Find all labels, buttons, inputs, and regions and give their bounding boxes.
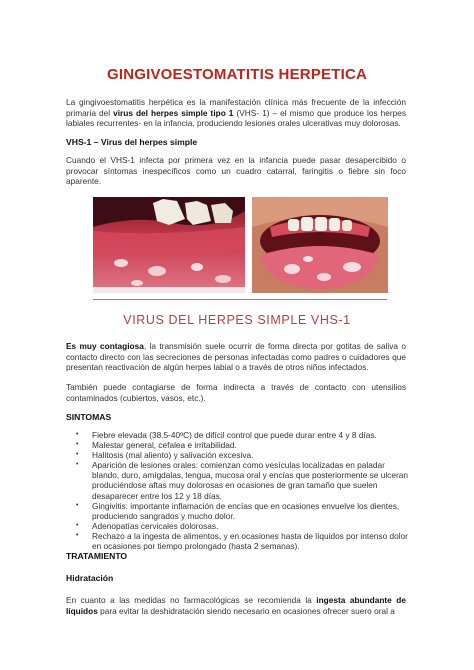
bullet-icon: •	[76, 461, 79, 469]
hidratacion-paragraph	[66, 595, 406, 616]
hidratacion-heading: Hidratación	[66, 573, 114, 583]
bullet-icon: •	[76, 521, 79, 529]
list-item: • Adenopatías cervicales dolorosas.	[76, 520, 219, 531]
hidratacion-text-1: En cuanto a las medidas no farmacológicas se recomienda la	[66, 595, 317, 605]
list-item: • Halitosis (mal aliento) y salivación excesiva.	[76, 450, 254, 461]
tratamiento-heading: TRATAMIENTO	[66, 551, 128, 561]
virus-banner-text: VIRUS DEL HERPES SIMPLE VHS-1	[123, 313, 351, 327]
document-title: GINGIVOESTOMATITIS HERPETICA	[106, 66, 368, 83]
bullet-icon: •	[76, 531, 79, 539]
bullet-icon: •	[76, 451, 79, 459]
contagion-paragraph	[66, 341, 406, 373]
sintomas-list	[66, 430, 412, 551]
intro-text-2: (VHS- 1) – el mismo que produce los herpes labiales recurrentes- en la infancia, produciendo lesiones orales ulcerativas muy dolorosas.	[66, 107, 406, 129]
gum-lesions-photo	[93, 197, 245, 293]
bullet-icon: •	[76, 501, 79, 509]
hidratacion-text-2: para evitar la deshidratación siendo necesario en ocasiones ofrecer suero oral a	[97, 605, 395, 616]
banner-divider	[93, 299, 387, 300]
sintomas-heading: SINTOMAS	[66, 412, 112, 422]
intro-paragraph	[66, 97, 406, 129]
child-mouth-photo	[252, 197, 388, 293]
list-item: • Rechazo a la ingesta de alimentos, y en ocasiones hasta de líquidos por intenso dolor en ocasiones por tiempo prolongado (hasta 2 semanas).	[76, 530, 408, 552]
list-item: • Gingivitis: importante inflamación de encías que en ocasiones envuelve los dientes, produciendo sangrados y mucho dolor.	[76, 500, 400, 521]
contagion-bold: Es muy contagiosa	[66, 341, 144, 351]
contagion-text: , la transmisión suele ocurrir de forma directa por gotitas de saliva o contacto directo con las secreciones de personas infectadas como padres o cuidadores que presentan reactivación de algún herpes labial o a través de otros niños infectados.	[66, 341, 406, 373]
bullet-icon: •	[76, 441, 79, 449]
list-item: • Fiebre elevada (38.5-40ºC) de difícil control que puede durar entre 4 y 8 días.	[76, 430, 377, 440]
list-item: • Aparición de lesiones orales: comienzan como vesículas localizadas en paladar blando, duro, amígdalas, lengua, mucosa oral y encías que posteriormente se ulceran produciéndose aftas muy dolorosas en ocasiones de gran tamaño que suelen desaparecer entre los 12 y 18 días.	[76, 460, 408, 501]
indirect-paragraph: También puede contagiarse de forma indirecta a través de contacto con utensilios contaminados (cubiertos, vasos, etc.).	[66, 382, 406, 403]
bullet-icon: •	[76, 431, 79, 438]
vhs-paragraph: Cuando el VHS-1 infecta por primera vez en la infancia puede pasar desapercibido o provocar síntomas inespecíficos como un cuadro catarral, faringitis o fiebre sin foco aparente.	[66, 155, 406, 187]
vhs-heading: VHS-1 – Virus del herpes simple	[66, 137, 198, 147]
intro-text-1: La gingivoestomatitis herpética es la manifestación clínica más frecuente de la infección primaria del	[66, 97, 406, 118]
list-item: • Malestar general, cefalea e irritabilidad.	[76, 440, 237, 451]
intro-bold: virus del herpes simple tipo 1	[113, 107, 234, 118]
hidratacion-bold: ingesta abundante de líquidos	[66, 595, 406, 616]
